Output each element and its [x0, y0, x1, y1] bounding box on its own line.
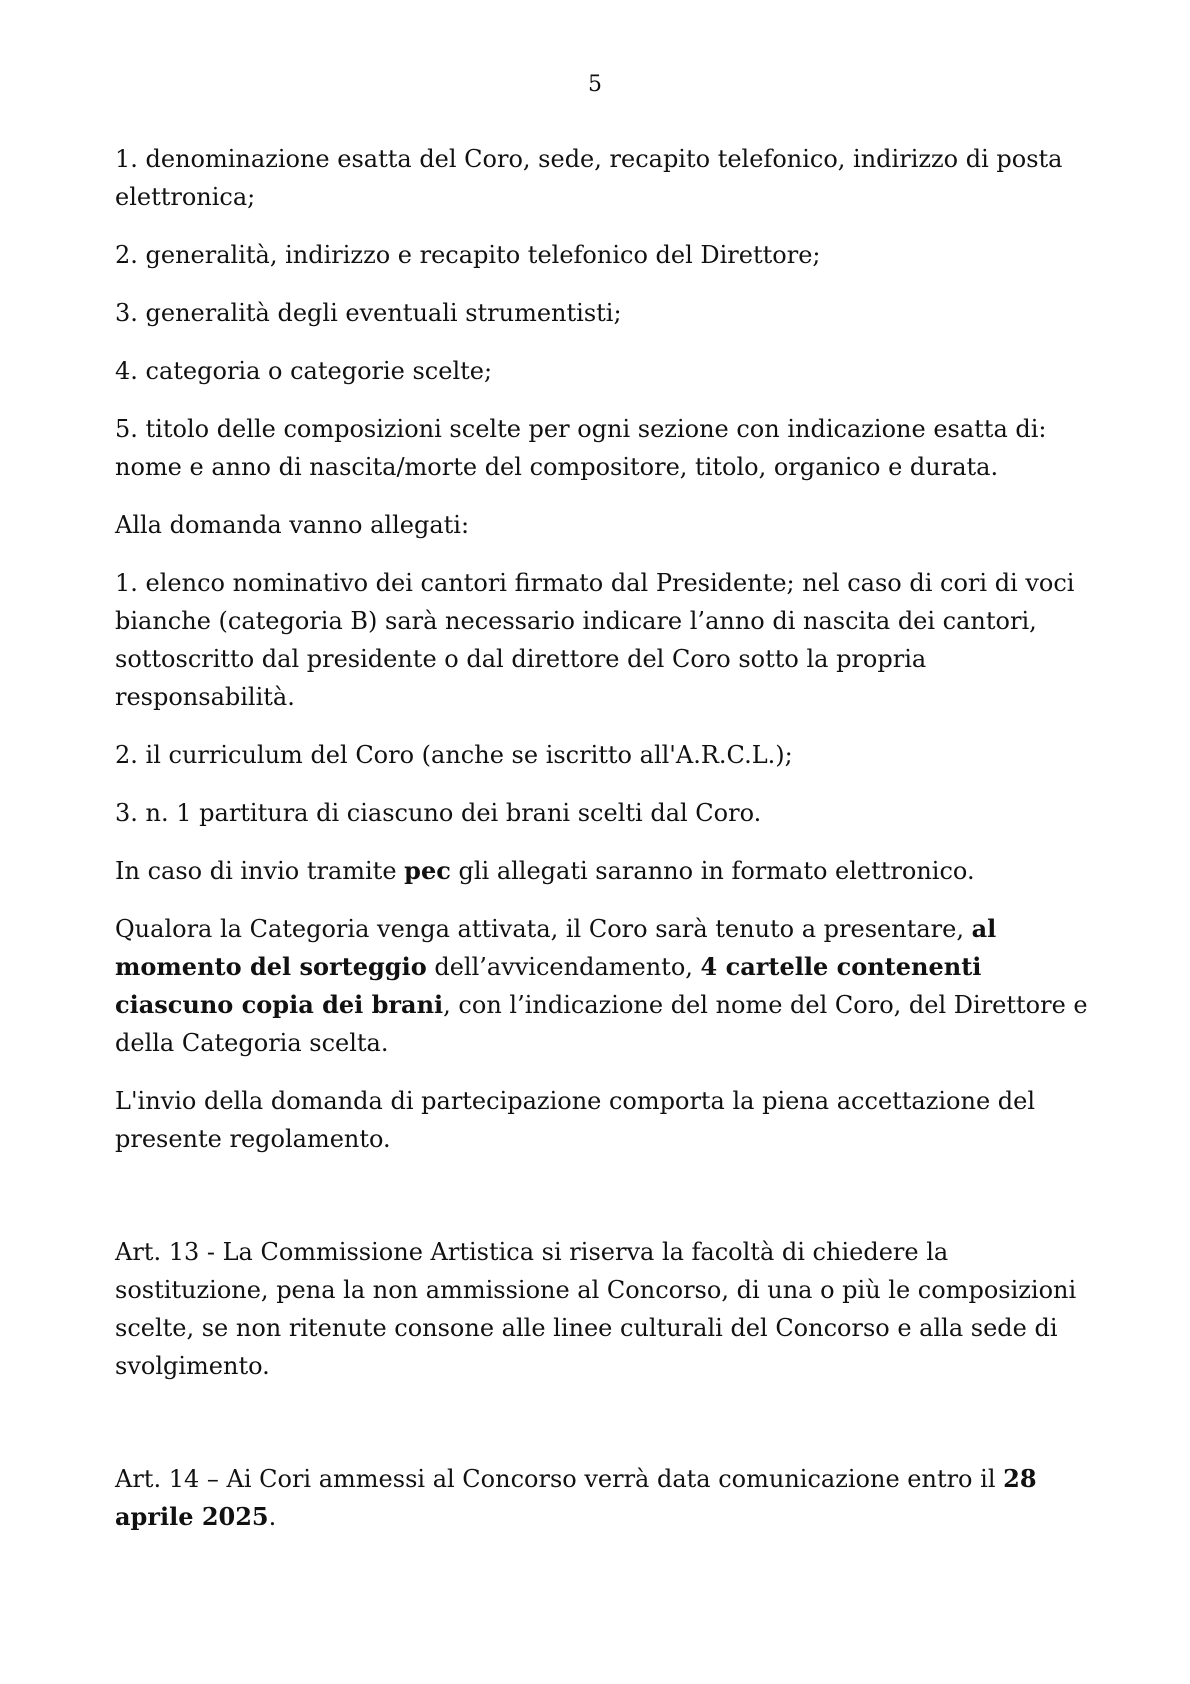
attachments-heading: Alla domanda vanno allegati:: [115, 511, 470, 539]
article-14-end: .: [268, 1503, 277, 1531]
item-categories: 4. categoria o categorie scelte;: [115, 357, 493, 385]
attachment-score: 3. n. 1 partitura di ciascuno dei brani scelti dal Coro.: [115, 799, 762, 827]
category-text-2: dell’avvicendamento,: [426, 953, 701, 981]
pec-paragraph: [115, 852, 1105, 890]
attachment-curriculum: 2. il curriculum del Coro (anche se iscritto all'A.R.C.L.);: [115, 741, 793, 769]
page-number: 5: [588, 72, 602, 97]
spacer: [115, 1405, 1105, 1460]
article-14-date: 28 aprile 2025: [115, 1464, 1037, 1531]
category-bold-2: 4 cartelle contenenti ciascuno copia dei brani: [115, 952, 982, 1019]
pec-text-after: gli allegati saranno in formato elettronico.: [450, 857, 975, 885]
pec-bold: pec: [404, 856, 451, 885]
article-13: Art. 13 - La Commissione Artistica si riserva la facoltà di chiedere la sostituzione, pena la non ammissione al Concorso, di una o più le composizioni scelte, se non ritenute consone alle linee culturali del Concorso e alla sede di svolgimento.: [115, 1238, 1077, 1380]
spacer: [115, 1178, 1105, 1233]
category-text-3: , con l’indicazione del nome del Coro, del Direttore e della Categoria scelta.: [115, 991, 1088, 1057]
item-instrumentalists: 3. generalità degli eventuali strumentisti;: [115, 299, 622, 327]
category-paragraph: [115, 910, 1105, 1062]
document-body: [115, 140, 1105, 1556]
item-compositions: 5. titolo delle composizioni scelte per ogni sezione con indicazione esatta di: nome e anno di nascita/morte del compositore, titolo, organico e durata.: [115, 415, 1047, 481]
item-director-details: 2. generalità, indirizzo e recapito telefonico del Direttore;: [115, 241, 821, 269]
article-14: [115, 1460, 1105, 1536]
pec-text-before: In caso di invio tramite: [115, 857, 405, 885]
acceptance-paragraph: L'invio della domanda di partecipazione comporta la piena accettazione del presente regolamento.: [115, 1087, 1036, 1153]
item-choir-name: 1. denominazione esatta del Coro, sede, recapito telefonico, indirizzo di posta elettronica;: [115, 145, 1063, 211]
article-14-text: Art. 14 – Ai Cori ammessi al Concorso verrà data comunicazione entro il: [115, 1465, 1004, 1493]
attachment-singers-list: 1. elenco nominativo dei cantori firmato dal Presidente; nel caso di cori di voci bianche (categoria B) sarà necessario indicare l’anno di nascita dei cantori, sottoscritto dal presidente o dal direttore del Coro sotto la propria responsabilità.: [115, 569, 1075, 711]
category-text-1: Qualora la Categoria venga attivata, il Coro sarà tenuto a presentare,: [115, 915, 972, 943]
category-bold-1: al momento del sorteggio: [115, 914, 997, 981]
